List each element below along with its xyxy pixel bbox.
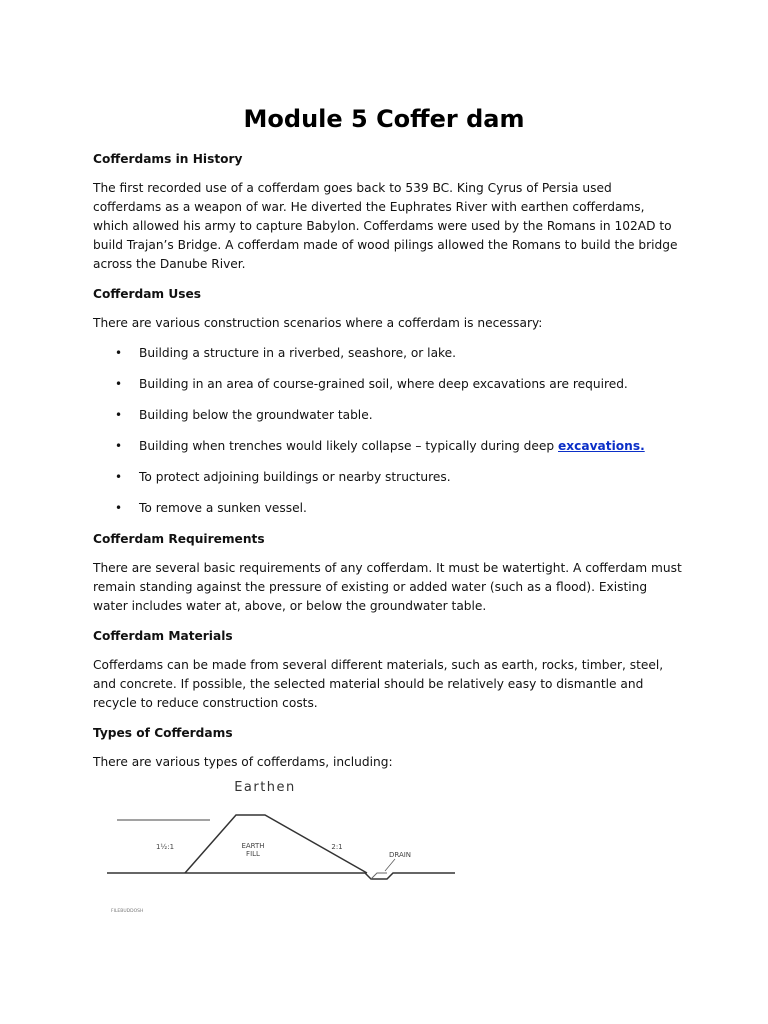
figure-credit: FILEBUDDOSH [111, 909, 144, 914]
figure-title: Earthen [234, 780, 296, 795]
bullet-icon: • [115, 501, 123, 515]
history-paragraph: The first recorded use of a cofferdam goes back to 539 BC. King Cyrus of Persia used cofferdams as a weapon of war. He diverted the Euphrates River with earthen cofferdams, which allowed his army to capture Babylon. Cofferdams were used by the Romans in 102AD to build Trajan’s Bridge. A cofferdam made of wood pilings allowed the Romans to build the bridge across the Danube River. [93, 181, 678, 271]
materials-heading: Cofferdam Materials [93, 629, 233, 643]
uses-list [93, 344, 683, 518]
uses-intro: There are various construction scenarios where a cofferdam is necessary: [93, 316, 543, 330]
list-item: • Building below the groundwater table. [93, 406, 683, 425]
bullet-icon: • [115, 470, 123, 484]
fill-label-2: FILL [246, 850, 260, 858]
types-heading: Types of Cofferdams [93, 726, 233, 740]
bullet-icon: • [115, 408, 123, 422]
types-intro: There are various types of cofferdams, including: [93, 755, 393, 769]
requirements-heading: Cofferdam Requirements [93, 532, 265, 546]
uses-heading: Cofferdam Uses [93, 287, 202, 301]
excavations-link[interactable]: excavations. [558, 439, 645, 453]
materials-paragraph: Cofferdams can be made from several different materials, such as earth, rocks, timber, steel, and concrete. If possible, the selected material should be relatively easy to dismantle and recycle to reduce construction costs. [93, 658, 664, 710]
requirements-paragraph: There are several basic requirements of any cofferdam. It must be watertight. A cofferdam must remain standing against the pressure of existing or added water (such as a flood). Existing water includes water at, above, or below the groundwater table. [93, 561, 682, 613]
page-title: Module 5 Coffer dam [243, 105, 525, 133]
history-heading: Cofferdams in History [93, 152, 243, 166]
bullet-icon: • [115, 346, 123, 360]
document-body [93, 150, 683, 783]
bullet-icon: • [115, 377, 123, 391]
drain-label: DRAIN [388, 851, 412, 859]
list-item: • Building when trenches would likely collapse – typically during deep excavations. [93, 437, 683, 456]
list-item: • Building a structure in a riverbed, seashore, or lake. [93, 344, 683, 363]
left-slope-label: 1½:1 [155, 843, 175, 851]
list-item: • Building in an area of course-grained soil, where deep excavations are required. [93, 375, 683, 394]
list-item: • To protect adjoining buildings or nearby structures. [93, 468, 683, 487]
list-item: • To remove a sunken vessel. [93, 499, 683, 518]
fill-label-1: EARTH [241, 842, 265, 850]
earthen-cofferdam-figure [105, 775, 455, 915]
right-slope-label: 2:1 [331, 843, 343, 851]
bullet-icon: • [115, 439, 123, 453]
